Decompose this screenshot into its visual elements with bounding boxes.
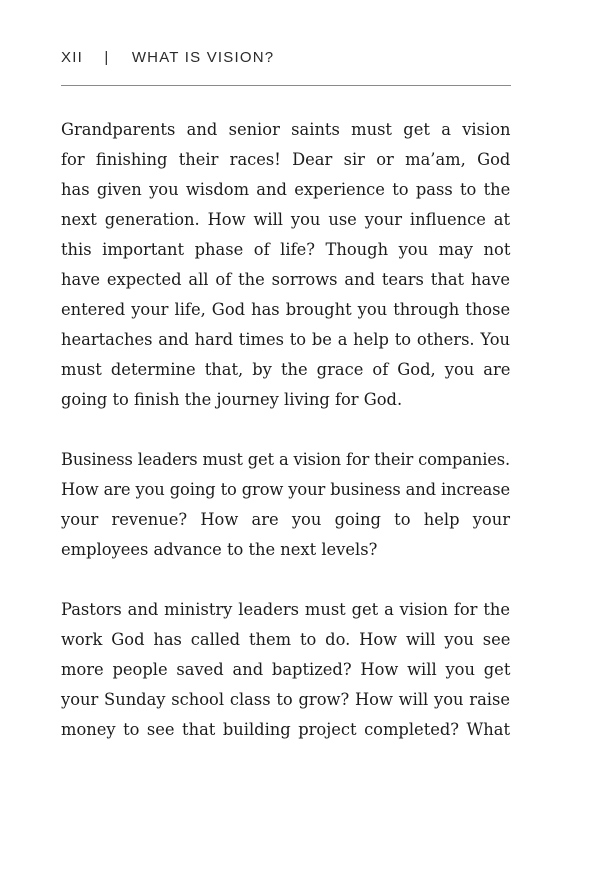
text-line: your Sunday school class to grow? How will you raise bbox=[61, 690, 510, 709]
text-line: must determine that, by the grace of God, you are bbox=[61, 360, 511, 379]
text-line: for finishing their races! Dear sir or ma’am, God bbox=[61, 150, 511, 169]
paragraph-pastors bbox=[61, 595, 510, 745]
text-line: work God has called them to do. How will you see bbox=[61, 630, 511, 649]
text-line: going to finish the journey living for God. bbox=[61, 390, 403, 409]
text-line: your revenue? How are you going to help your bbox=[61, 510, 510, 529]
text-line: heartaches and hard times to be a help to others. You bbox=[61, 330, 511, 349]
body-text bbox=[61, 115, 510, 745]
header-rule bbox=[61, 85, 511, 86]
page-number: XII bbox=[61, 49, 83, 66]
text-line: How are you going to grow your business and increase bbox=[61, 480, 510, 499]
running-head bbox=[61, 49, 511, 71]
text-line: more people saved and baptized? How will you get bbox=[61, 660, 511, 679]
text-line: Business leaders must get a vision for their companies. bbox=[61, 450, 511, 469]
chapter-title: WHAT IS VISION? bbox=[131, 49, 275, 66]
text-line: money to see that building project completed? What bbox=[61, 720, 510, 739]
text-line: Pastors and ministry leaders must get a vision for the bbox=[61, 600, 510, 619]
text-line: has given you wisdom and experience to pass to the bbox=[61, 180, 511, 199]
paragraph-grandparents bbox=[61, 115, 510, 415]
text-line: next generation. How will you use your influence at bbox=[61, 210, 511, 229]
text-line: this important phase of life? Though you may not bbox=[61, 240, 511, 259]
text-line: Grandparents and senior saints must get a vision bbox=[61, 120, 511, 139]
header-separator: | bbox=[104, 49, 110, 66]
paragraph-business-leaders bbox=[61, 445, 510, 565]
text-line: employees advance to the next levels? bbox=[61, 540, 378, 559]
text-line: entered your life, God has brought you through those bbox=[61, 300, 511, 319]
text-line: have expected all of the sorrows and tears that have bbox=[61, 270, 510, 289]
